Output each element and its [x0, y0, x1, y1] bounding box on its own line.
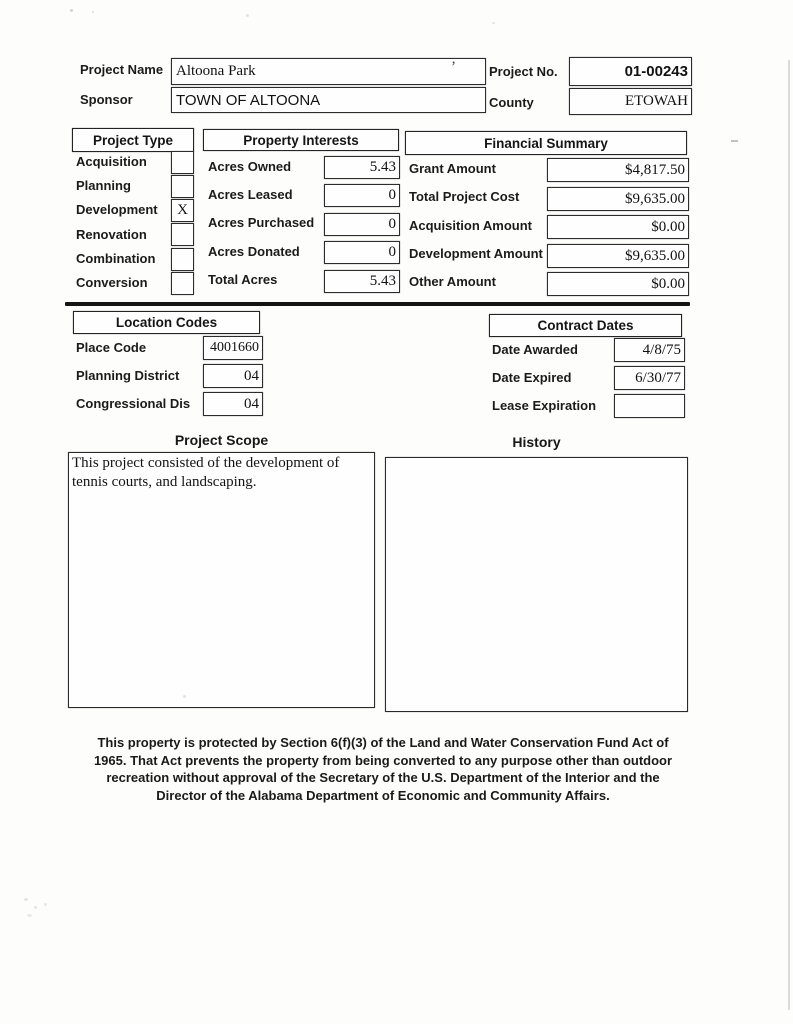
project-name-value: Altoona Park [176, 63, 256, 79]
grant-amount-label: Grant Amount [409, 161, 496, 176]
planning-district-field [203, 364, 263, 388]
scan-edge-line [788, 60, 790, 1010]
project-scope-text: This project consisted of the development of tennis courts, and landscaping. [72, 455, 340, 490]
project-name-field [171, 58, 486, 85]
acquisition-amount-label: Acquisition Amount [409, 218, 533, 233]
total-project-cost-value: $9,635.00 [625, 190, 685, 207]
checkbox-renovation [171, 223, 194, 246]
development-amount-value: $9,635.00 [625, 247, 685, 264]
total-acres-label: Total Acres [208, 272, 278, 287]
scan-artifact [246, 14, 249, 17]
legal-notice [72, 734, 694, 804]
legal-notice-line: Director of the Alabama Department of Economic and Community Affairs. [156, 787, 610, 803]
scan-artifact [731, 140, 738, 142]
other-amount-field [547, 272, 689, 296]
acres-donated-value: 0 [388, 244, 396, 260]
scan-artifact [70, 9, 73, 12]
project-no-label: Project No. [489, 64, 558, 79]
grant-amount-value: $4,817.50 [625, 161, 685, 178]
legal-notice-line: 1965. That Act prevents the property from being converted to any purpose other than outdoor [93, 752, 673, 768]
project-no-field [569, 57, 692, 86]
acres-leased-label: Acres Leased [208, 187, 293, 202]
scan-artifact [34, 906, 37, 909]
date-awarded-value: 4/8/75 [642, 341, 681, 358]
project-no-value: 01-00243 [624, 63, 688, 80]
acres-purchased-value: 0 [388, 216, 396, 232]
development-amount-label: Development Amount [409, 246, 543, 261]
sponsor-label: Sponsor [80, 92, 133, 107]
project-type-label-combination: Combination [76, 251, 156, 266]
scan-artifact [27, 914, 32, 917]
legal-notice-line: recreation without approval of the Secretary of the U.S. Department of the Interior and the [106, 770, 660, 786]
acres-donated-field [324, 241, 400, 264]
history-title: History [512, 434, 561, 450]
acres-purchased-label: Acres Purchased [208, 215, 315, 230]
other-amount-value: $0.00 [651, 275, 685, 292]
lease-expiration-label: Lease Expiration [492, 398, 597, 413]
scan-artifact [92, 11, 94, 13]
project-scope-title: Project Scope [174, 432, 269, 448]
scan-artifact: ’ [451, 59, 456, 75]
project-type-header: Project Type [72, 128, 194, 152]
place-code-field [203, 336, 263, 360]
county-label: County [489, 95, 534, 110]
acquisition-amount-field [547, 215, 689, 239]
congressional-district-field [203, 392, 263, 416]
congressional-district-value: 04 [244, 395, 259, 412]
scan-artifact [183, 695, 186, 698]
date-awarded-field [614, 338, 685, 362]
project-type-label-planning: Planning [76, 178, 131, 193]
project-type-label-acquisition: Acquisition [76, 154, 147, 169]
total-acres-field [324, 270, 400, 293]
date-awarded-label: Date Awarded [492, 342, 578, 357]
county-field [569, 88, 692, 115]
acres-owned-value: 5.43 [369, 159, 396, 175]
acres-donated-label: Acres Donated [208, 244, 300, 259]
project-scope-textbox [68, 452, 375, 708]
scan-artifact [44, 903, 47, 906]
history-textbox [385, 457, 688, 712]
congressional-district-label: Congressional Dis [76, 396, 191, 411]
checkbox-acquisition [171, 151, 194, 174]
acquisition-amount-value: $0.00 [651, 218, 685, 235]
planning-district-value: 04 [244, 367, 259, 384]
financial-summary-header: Financial Summary [405, 131, 687, 155]
acres-leased-value: 0 [388, 187, 396, 203]
checkbox-planning [171, 175, 194, 198]
date-expired-label: Date Expired [492, 370, 572, 385]
legal-notice-line: This property is protected by Section 6(f)(3) of the Land and Water Conservation Fund Act of [97, 735, 669, 750]
development-amount-field [547, 244, 689, 268]
scan-artifact [24, 898, 28, 901]
place-code-value: 4001660 [210, 340, 259, 355]
checkbox-conversion [171, 272, 194, 295]
other-amount-label: Other Amount [409, 274, 496, 289]
property-interests-header: Property Interests [203, 129, 399, 151]
acres-purchased-field [324, 213, 400, 236]
total-acres-value: 5.43 [369, 273, 396, 289]
total-project-cost-field [547, 187, 689, 211]
section-divider [65, 302, 690, 306]
sponsor-value: TOWN OF ALTOONA [176, 91, 321, 109]
date-expired-value: 6/30/77 [635, 369, 681, 386]
total-project-cost-label: Total Project Cost [409, 189, 520, 204]
sponsor-field [171, 87, 486, 113]
county-value: ETOWAH [624, 93, 688, 109]
project-type-label-development: Development [76, 202, 158, 217]
planning-district-label: Planning District [76, 368, 180, 383]
lease-expiration-field [614, 394, 685, 418]
acres-owned-label: Acres Owned [208, 159, 292, 174]
checkbox-combination [171, 248, 194, 271]
location-codes-header: Location Codes [73, 311, 260, 334]
scan-artifact [492, 22, 495, 24]
project-type-label-conversion: Conversion [76, 275, 148, 290]
date-expired-field [614, 366, 685, 390]
place-code-label: Place Code [76, 340, 147, 355]
acres-owned-field [324, 156, 400, 179]
contract-dates-header: Contract Dates [489, 314, 682, 337]
grant-amount-field [547, 158, 689, 182]
project-name-label: Project Name [80, 62, 164, 77]
checkbox-development: X [171, 199, 194, 222]
project-type-label-renovation: Renovation [76, 227, 147, 242]
acres-leased-field [324, 184, 400, 207]
